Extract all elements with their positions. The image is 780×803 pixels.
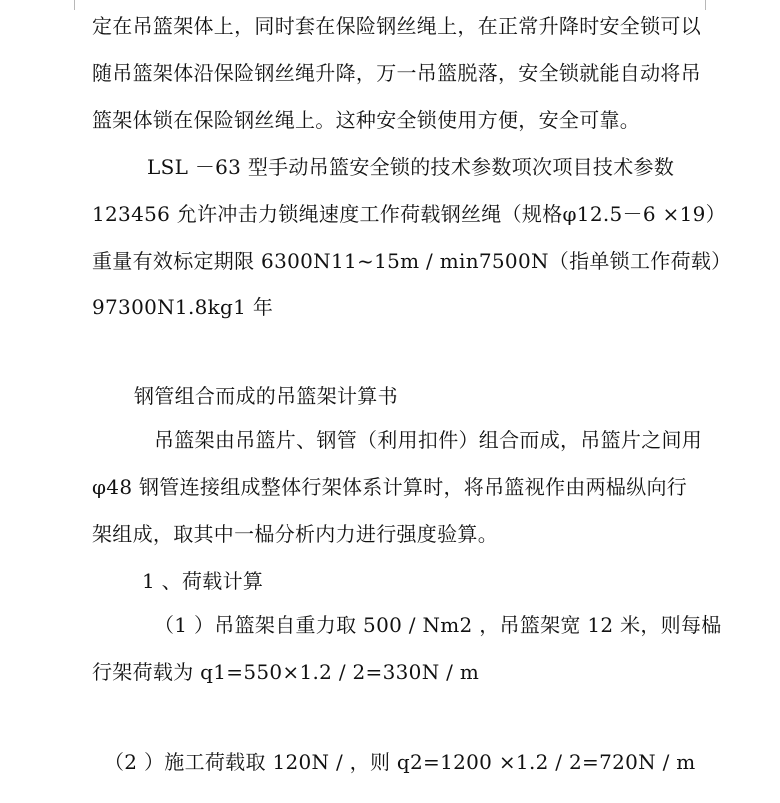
body-line-15: （2 ）施工荷载取 120N / ，则 q2=1200 ×1.2 / 2=720N / m xyxy=(104,750,696,774)
body-line-3: 篮架体锁在保险钢丝绳上。这种安全锁使用方便，安全可靠。 xyxy=(92,108,641,132)
body-line-6: 重量有效标定期限 6300N11~15m / min7500N（指单锁工作荷载） xyxy=(92,249,732,273)
body-line-11: 架组成，取其中一榀分析内力进行强度验算。 xyxy=(92,522,498,546)
body-line-7: 97300N1.8kg1 年 xyxy=(92,295,274,319)
body-line-4: LSL －63 型手动吊篮安全锁的技术参数项次项目技术参数 xyxy=(147,155,675,179)
body-line-5: 123456 允许冲击力锁绳速度工作荷载钢丝绳（规格φ12.5－6 ×19） xyxy=(92,202,726,226)
page-corner-mark-left xyxy=(64,0,75,10)
page-corner-mark-right xyxy=(705,0,716,10)
body-line-2: 随吊篮架体沿保险钢丝绳升降，万一吊篮脱落，安全锁就能自动将吊 xyxy=(92,61,701,85)
section-title: 钢管组合而成的吊篮架计算书 xyxy=(134,384,398,408)
body-line-14: 行架荷载为 q1=550×1.2 / 2=330N / m xyxy=(92,660,480,684)
body-line-1: 定在吊篮架体上，同时套在保险钢丝绳上，在正常升降时安全锁可以 xyxy=(92,14,701,38)
body-line-9: 吊篮架由吊篮片、钢管（利用扣件）组合而成，吊篮片之间用 xyxy=(154,428,703,452)
body-line-10: φ48 钢管连接组成整体行架体系计算时，将吊篮视作由两榀纵向行 xyxy=(92,475,688,499)
body-line-13: （1 ）吊篮架自重力取 500 / Nm2 ，吊篮架宽 12 米，则每榀 xyxy=(154,613,722,637)
subsection-title: 1 、荷载计算 xyxy=(142,569,264,593)
